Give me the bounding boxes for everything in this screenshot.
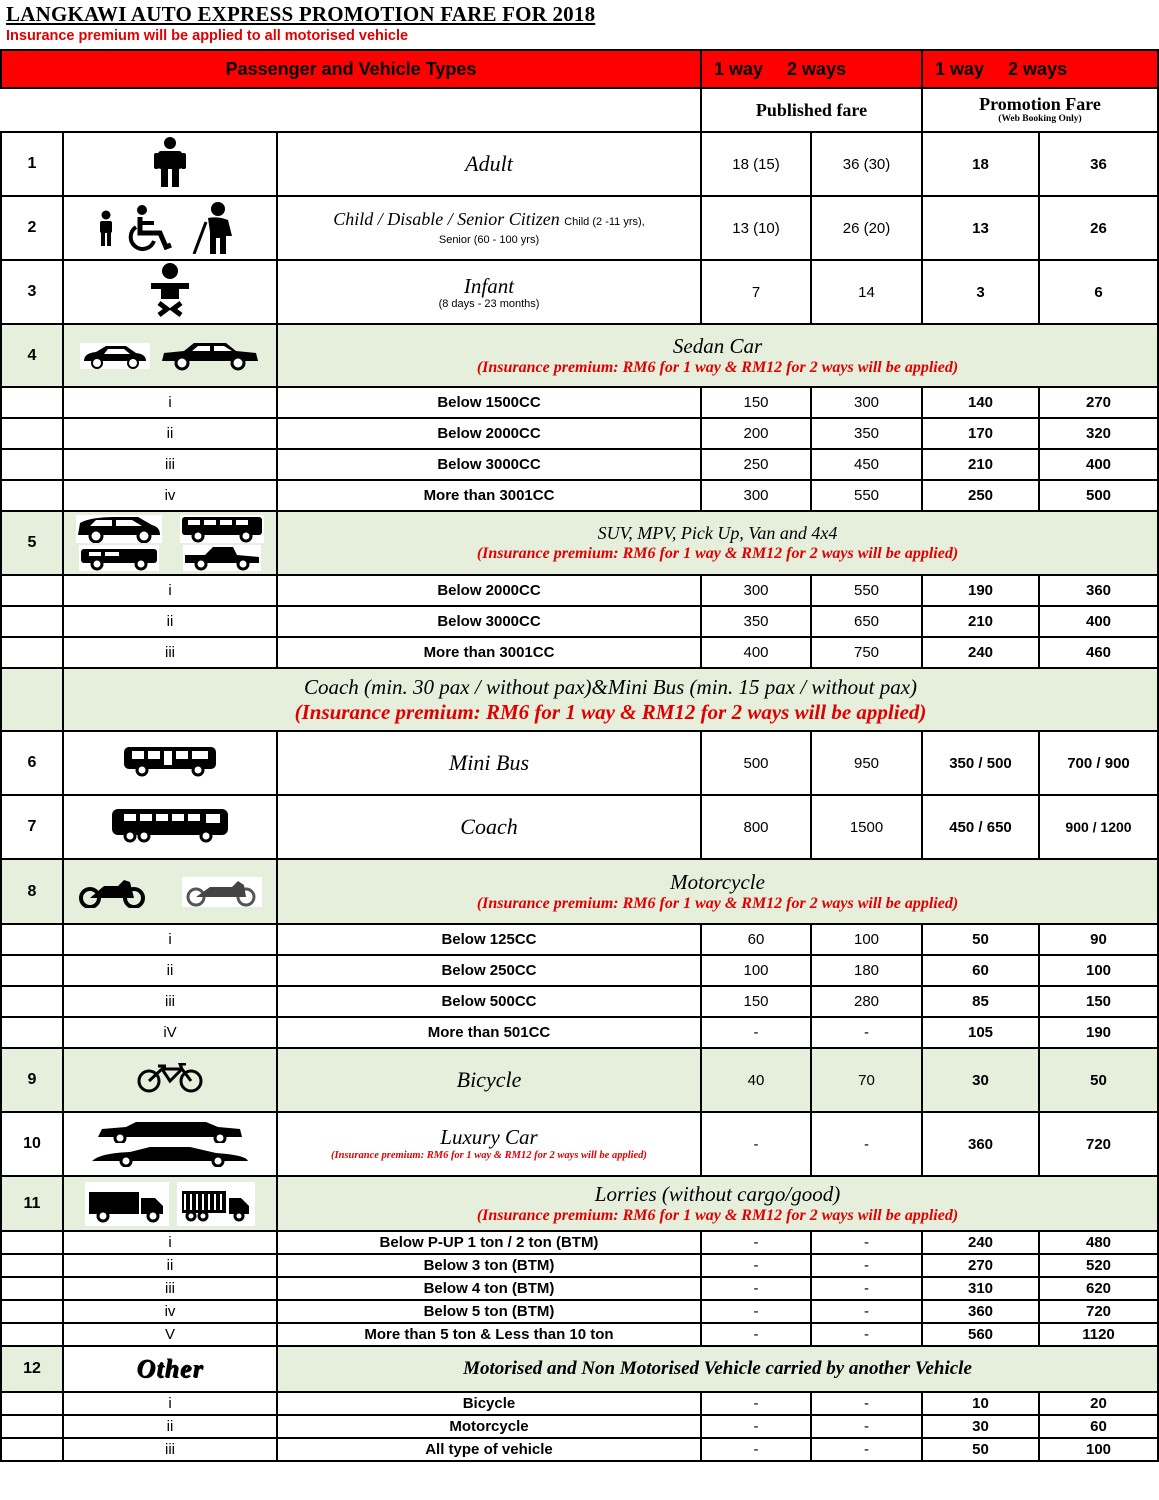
type-name: Bicycle [277,1048,701,1112]
icon-cell [63,859,277,924]
sub-label: Below 1500CC [277,387,701,418]
row-number: 2 [1,196,63,260]
person-icon [150,137,190,187]
table-row [1,986,1158,1017]
blank-cell [1,1254,63,1277]
published-two-ways: 70 [811,1048,922,1112]
promo-one-way: 85 [922,986,1039,1017]
published-one-way: - [701,1231,811,1254]
insurance-note: (Insurance premium: RM6 for 1 way & RM12 for 2 ways will be applied) [331,1150,647,1161]
promo-one-way: 140 [922,387,1039,418]
icon-cell [63,795,277,859]
type-name: Infant [463,274,515,298]
promo-two-ways: 6 [1039,260,1158,324]
published-two-ways: - [811,1017,922,1048]
table-row [1,955,1158,986]
motorcycle-icon [182,877,262,907]
table-row [1,637,1158,668]
other-logo: Other [136,1354,204,1383]
sub-label: Motorcycle [277,1415,701,1438]
promo-two-ways: 100 [1039,1438,1158,1461]
icon-cell [63,511,277,575]
row-bicycle [1,1048,1158,1112]
promo-two-ways: 1120 [1039,1323,1158,1346]
promo-two-ways: 26 [1039,196,1158,260]
promo-one-way: 170 [922,418,1039,449]
published-two-ways: - [811,1415,922,1438]
type-note: Child (2 -11 yrs), [564,215,645,228]
blank-cell [1,88,701,132]
blank-cell [1,1415,63,1438]
published-one-way: 500 [701,731,811,795]
table-row [1,1392,1158,1415]
table-row [1,1300,1158,1323]
promo-one-way: 10 [922,1392,1039,1415]
blank-cell [1,1438,63,1461]
blank-cell [1,668,63,731]
sub-index: V [63,1323,277,1346]
promo-two-ways: 320 [1039,418,1158,449]
promo-one-way: 270 [922,1254,1039,1277]
promo-two-ways: 520 [1039,1254,1158,1277]
type-name: Adult [277,132,701,196]
sub-label: Below P-UP 1 ton / 2 ton (BTM) [277,1231,701,1254]
blank-cell [1,1300,63,1323]
sub-label: Below 2000CC [277,418,701,449]
row-child [1,196,1158,260]
bus-icon [110,807,230,843]
promo-one-way: 350 / 500 [922,731,1039,795]
published-two-ways: - [811,1277,922,1300]
published-one-way: - [701,1277,811,1300]
two-ways-label: 2 ways [1008,58,1068,79]
promo-two-ways: 150 [1039,986,1158,1017]
sub-index: iv [63,1300,277,1323]
icon-cell [63,260,277,324]
promo-one-way: 30 [922,1415,1039,1438]
section-title: SUV, MPV, Pick Up, Van and 4x4 [597,523,838,543]
published-two-ways: - [811,1112,922,1176]
one-way-label: 1 way [935,58,985,79]
published-one-way: 400 [701,637,811,668]
insurance-note: (Insurance premium: RM6 for 1 way & RM12 for 2 ways will be applied) [294,699,927,724]
published-one-way: 150 [701,986,811,1017]
row-number: 7 [1,795,63,859]
promo-one-way: 240 [922,1231,1039,1254]
sub-index: iv [63,480,277,511]
one-way-label: 1 way [714,58,764,79]
published-one-way: 800 [701,795,811,859]
table-row [1,480,1158,511]
icon-cell [63,1048,277,1112]
row-luxury [1,1112,1158,1176]
row-number: 4 [1,324,63,387]
promo-one-way: 310 [922,1277,1039,1300]
published-two-ways: - [811,1323,922,1346]
promo-one-way: 18 [922,132,1039,196]
blank-cell [1,924,63,955]
published-one-way: 200 [701,418,811,449]
insurance-note: (Insurance premium: RM6 for 1 way & RM12 for 2 ways will be applied) [476,1206,959,1224]
promo-one-way: 30 [922,1048,1039,1112]
published-two-ways: 750 [811,637,922,668]
table-row [1,575,1158,606]
row-coach [1,795,1158,859]
published-one-way: - [701,1392,811,1415]
type-note: (8 days - 23 months) [438,298,540,310]
blank-cell [1,1392,63,1415]
blank-cell [1,575,63,606]
document-header [6,2,595,45]
promo-one-way: 60 [922,955,1039,986]
promo-one-way: 190 [922,575,1039,606]
row-number: 9 [1,1048,63,1112]
promo-one-way: 105 [922,1017,1039,1048]
row-number: 10 [1,1112,63,1176]
published-two-ways: 300 [811,387,922,418]
table-row [1,1438,1158,1461]
promo-one-way: 360 [922,1112,1039,1176]
published-two-ways: 36 (30) [811,132,922,196]
promo-one-way: 50 [922,924,1039,955]
blank-cell [1,449,63,480]
limousine-icon [96,1121,244,1143]
section-title-cell [277,859,1158,924]
fare-table [0,49,1159,1462]
icon-cell [63,196,277,260]
icon-cell [63,731,277,795]
published-two-ways: 350 [811,418,922,449]
sub-index: ii [63,1415,277,1438]
published-one-way: - [701,1438,811,1461]
published-one-way: 18 (15) [701,132,811,196]
section-lorries [1,1176,1158,1231]
published-ways-header [701,50,922,88]
row-number: 6 [1,731,63,795]
promo-one-way: 13 [922,196,1039,260]
promo-two-ways: 36 [1039,132,1158,196]
published-one-way: - [701,1017,811,1048]
sub-label: More than 3001CC [277,637,701,668]
section-title: Coach (min. 30 pax / without pax)&Mini Bus (min. 15 pax / without pax) [303,674,918,699]
promo-two-ways: 460 [1039,637,1158,668]
published-two-ways: 450 [811,449,922,480]
promo-one-way: 360 [922,1300,1039,1323]
sub-label: More than 501CC [277,1017,701,1048]
published-one-way: 300 [701,575,811,606]
row-number: 3 [1,260,63,324]
published-two-ways: 550 [811,575,922,606]
section-title-cell [277,511,1158,575]
car-icon [160,341,260,371]
published-one-way: 350 [701,606,811,637]
promo-one-way: 560 [922,1323,1039,1346]
promo-two-ways: 20 [1039,1392,1158,1415]
promo-two-ways: 60 [1039,1415,1158,1438]
promo-two-ways: 720 [1039,1300,1158,1323]
published-two-ways: 550 [811,480,922,511]
two-ways-label: 2 ways [787,58,847,79]
published-one-way: - [701,1323,811,1346]
types-header: Passenger and Vehicle Types [1,50,701,88]
published-two-ways: 14 [811,260,922,324]
blank-cell [1,480,63,511]
section-sedan [1,324,1158,387]
published-two-ways: 280 [811,986,922,1017]
truck-icon [177,1182,255,1226]
promo-one-way: 3 [922,260,1039,324]
insurance-note: (Insurance premium: RM6 for 1 way & RM12 for 2 ways will be applied) [476,894,959,912]
blank-cell [1,1323,63,1346]
icon-cell [63,324,277,387]
row-minibus [1,731,1158,795]
icon-cell [63,1176,277,1231]
promo-two-ways: 360 [1039,575,1158,606]
section-title: Sedan Car [672,333,763,358]
wheelchair-icon [126,205,178,251]
sub-label: Below 5 ton (BTM) [277,1300,701,1323]
row-number: 12 [1,1346,63,1392]
type-name: Mini Bus [277,731,701,795]
sub-index: iii [63,1277,277,1300]
promo-two-ways: 100 [1039,955,1158,986]
promo-two-ways: 50 [1039,1048,1158,1112]
published-one-way: 60 [701,924,811,955]
type-name-cell [277,196,701,260]
sub-index: iV [63,1017,277,1048]
sub-label: Bicycle [277,1392,701,1415]
blank-cell [1,1231,63,1254]
sub-index: ii [63,1254,277,1277]
sports-car-icon [90,1145,250,1167]
suv-icon [76,515,162,543]
promo-two-ways: 190 [1039,1017,1158,1048]
published-two-ways: 650 [811,606,922,637]
table-row [1,1254,1158,1277]
published-two-ways: - [811,1231,922,1254]
section-other [1,1346,1158,1392]
promo-one-way: 210 [922,449,1039,480]
promo-ways-header [922,50,1158,88]
type-name-cell [277,260,701,324]
promo-two-ways: 500 [1039,480,1158,511]
row-infant [1,260,1158,324]
web-booking-note: (Web Booking Only) [998,114,1082,124]
published-fare-header: Published fare [701,88,922,132]
sub-index: ii [63,418,277,449]
table-row [1,1231,1158,1254]
promo-two-ways: 90 [1039,924,1158,955]
row-number: 1 [1,132,63,196]
table-row [1,1017,1158,1048]
table-row [1,449,1158,480]
published-one-way: 150 [701,387,811,418]
row-number: 5 [1,511,63,575]
van-icon [180,515,264,543]
table-row [1,924,1158,955]
senior-icon [188,202,244,254]
published-one-way: - [701,1112,811,1176]
published-two-ways: - [811,1300,922,1323]
sub-index: iii [63,637,277,668]
blank-cell [1,1017,63,1048]
promotion-fare-label: Promotion Fare [979,94,1101,114]
sub-index: iii [63,1438,277,1461]
row-adult [1,132,1158,196]
published-two-ways: 950 [811,731,922,795]
sub-label: Below 3000CC [277,606,701,637]
published-one-way: 13 (10) [701,196,811,260]
insurance-note: (Insurance premium: RM6 for 1 way & RM12 for 2 ways will be applied) [476,545,959,562]
blank-cell [1,637,63,668]
table-row [1,606,1158,637]
section-coach-header [1,668,1158,731]
sub-label: Below 500CC [277,986,701,1017]
promo-one-way: 210 [922,606,1039,637]
section-suv [1,511,1158,575]
promo-two-ways: 700 / 900 [1039,731,1158,795]
table-row [1,1323,1158,1346]
promo-two-ways: 400 [1039,449,1158,480]
blank-cell [1,606,63,637]
sub-label: Below 4 ton (BTM) [277,1277,701,1300]
table-row [1,387,1158,418]
sub-index: ii [63,955,277,986]
promo-two-ways: 900 / 1200 [1039,795,1158,859]
sub-label: Below 2000CC [277,575,701,606]
published-two-ways: 180 [811,955,922,986]
suv-icon [79,545,159,571]
blank-cell [1,1277,63,1300]
published-two-ways: - [811,1254,922,1277]
published-two-ways: - [811,1392,922,1415]
published-one-way: - [701,1415,811,1438]
promo-two-ways: 480 [1039,1231,1158,1254]
sub-label: All type of vehicle [277,1438,701,1461]
section-title: Motorised and Non Motorised Vehicle carried by another Vehicle [277,1346,1158,1392]
section-title-cell [277,1176,1158,1231]
sub-label: More than 5 ton & Less than 10 ton [277,1323,701,1346]
sub-label: More than 3001CC [277,480,701,511]
sub-index: i [63,1231,277,1254]
row-number: 11 [1,1176,63,1231]
car-icon [80,343,150,369]
sub-index: i [63,387,277,418]
promo-one-way: 50 [922,1438,1039,1461]
truck-icon [85,1182,169,1226]
motorcycle-icon [78,876,146,908]
sub-index: ii [63,606,277,637]
section-motorcycle [1,859,1158,924]
promo-two-ways: 400 [1039,606,1158,637]
pickup-icon [183,545,261,571]
section-title-cell [63,668,1158,731]
icon-cell [63,1112,277,1176]
section-title-cell [277,324,1158,387]
icon-cell [63,132,277,196]
type-name: Child / Disable / Senior Citizen [333,208,560,229]
blank-cell [1,986,63,1017]
blank-cell [1,387,63,418]
page-subtitle: Insurance premium will be applied to all motorised vehicle [6,28,409,44]
published-two-ways: - [811,1438,922,1461]
published-one-way: - [701,1254,811,1277]
type-name: Coach [277,795,701,859]
sub-label: Below 3000CC [277,449,701,480]
type-note: Senior (60 - 100 yrs) [438,233,540,246]
page-title: LANGKAWI AUTO EXPRESS PROMOTION FARE FOR 2018 [6,2,596,26]
blank-cell [1,418,63,449]
published-two-ways: 1500 [811,795,922,859]
table-header-row [1,50,1158,88]
promo-one-way: 240 [922,637,1039,668]
type-name: Luxury Car [440,1125,538,1149]
promo-two-ways: 270 [1039,387,1158,418]
sub-index: i [63,924,277,955]
published-one-way: 300 [701,480,811,511]
blank-cell [1,955,63,986]
published-two-ways: 26 (20) [811,196,922,260]
sub-index: iii [63,986,277,1017]
section-title: Lorries (without cargo/good) [594,1181,841,1206]
promo-one-way: 250 [922,480,1039,511]
published-one-way: 250 [701,449,811,480]
table-row [1,1415,1158,1438]
sub-label: Below 3 ton (BTM) [277,1254,701,1277]
table-row [1,418,1158,449]
sub-index: i [63,575,277,606]
row-number: 8 [1,859,63,924]
insurance-note: (Insurance premium: RM6 for 1 way & RM12 for 2 ways will be applied) [476,358,959,376]
section-title: Motorcycle [670,869,765,894]
promotion-fare-header [922,88,1158,132]
sub-index: iii [63,449,277,480]
published-one-way: 100 [701,955,811,986]
published-one-way: - [701,1300,811,1323]
published-two-ways: 100 [811,924,922,955]
sub-label: Below 250CC [277,955,701,986]
child-icon [96,210,116,246]
icon-cell [63,1346,277,1392]
type-name-cell [277,1112,701,1176]
baby-icon [147,263,193,317]
promo-two-ways: 620 [1039,1277,1158,1300]
published-one-way: 7 [701,260,811,324]
bicycle-icon [136,1063,204,1093]
promo-one-way: 450 / 650 [922,795,1039,859]
minibus-icon [122,745,218,777]
published-one-way: 40 [701,1048,811,1112]
promo-two-ways: 720 [1039,1112,1158,1176]
sub-label: Below 125CC [277,924,701,955]
fare-type-row [1,88,1158,132]
table-row [1,1277,1158,1300]
sub-index: i [63,1392,277,1415]
